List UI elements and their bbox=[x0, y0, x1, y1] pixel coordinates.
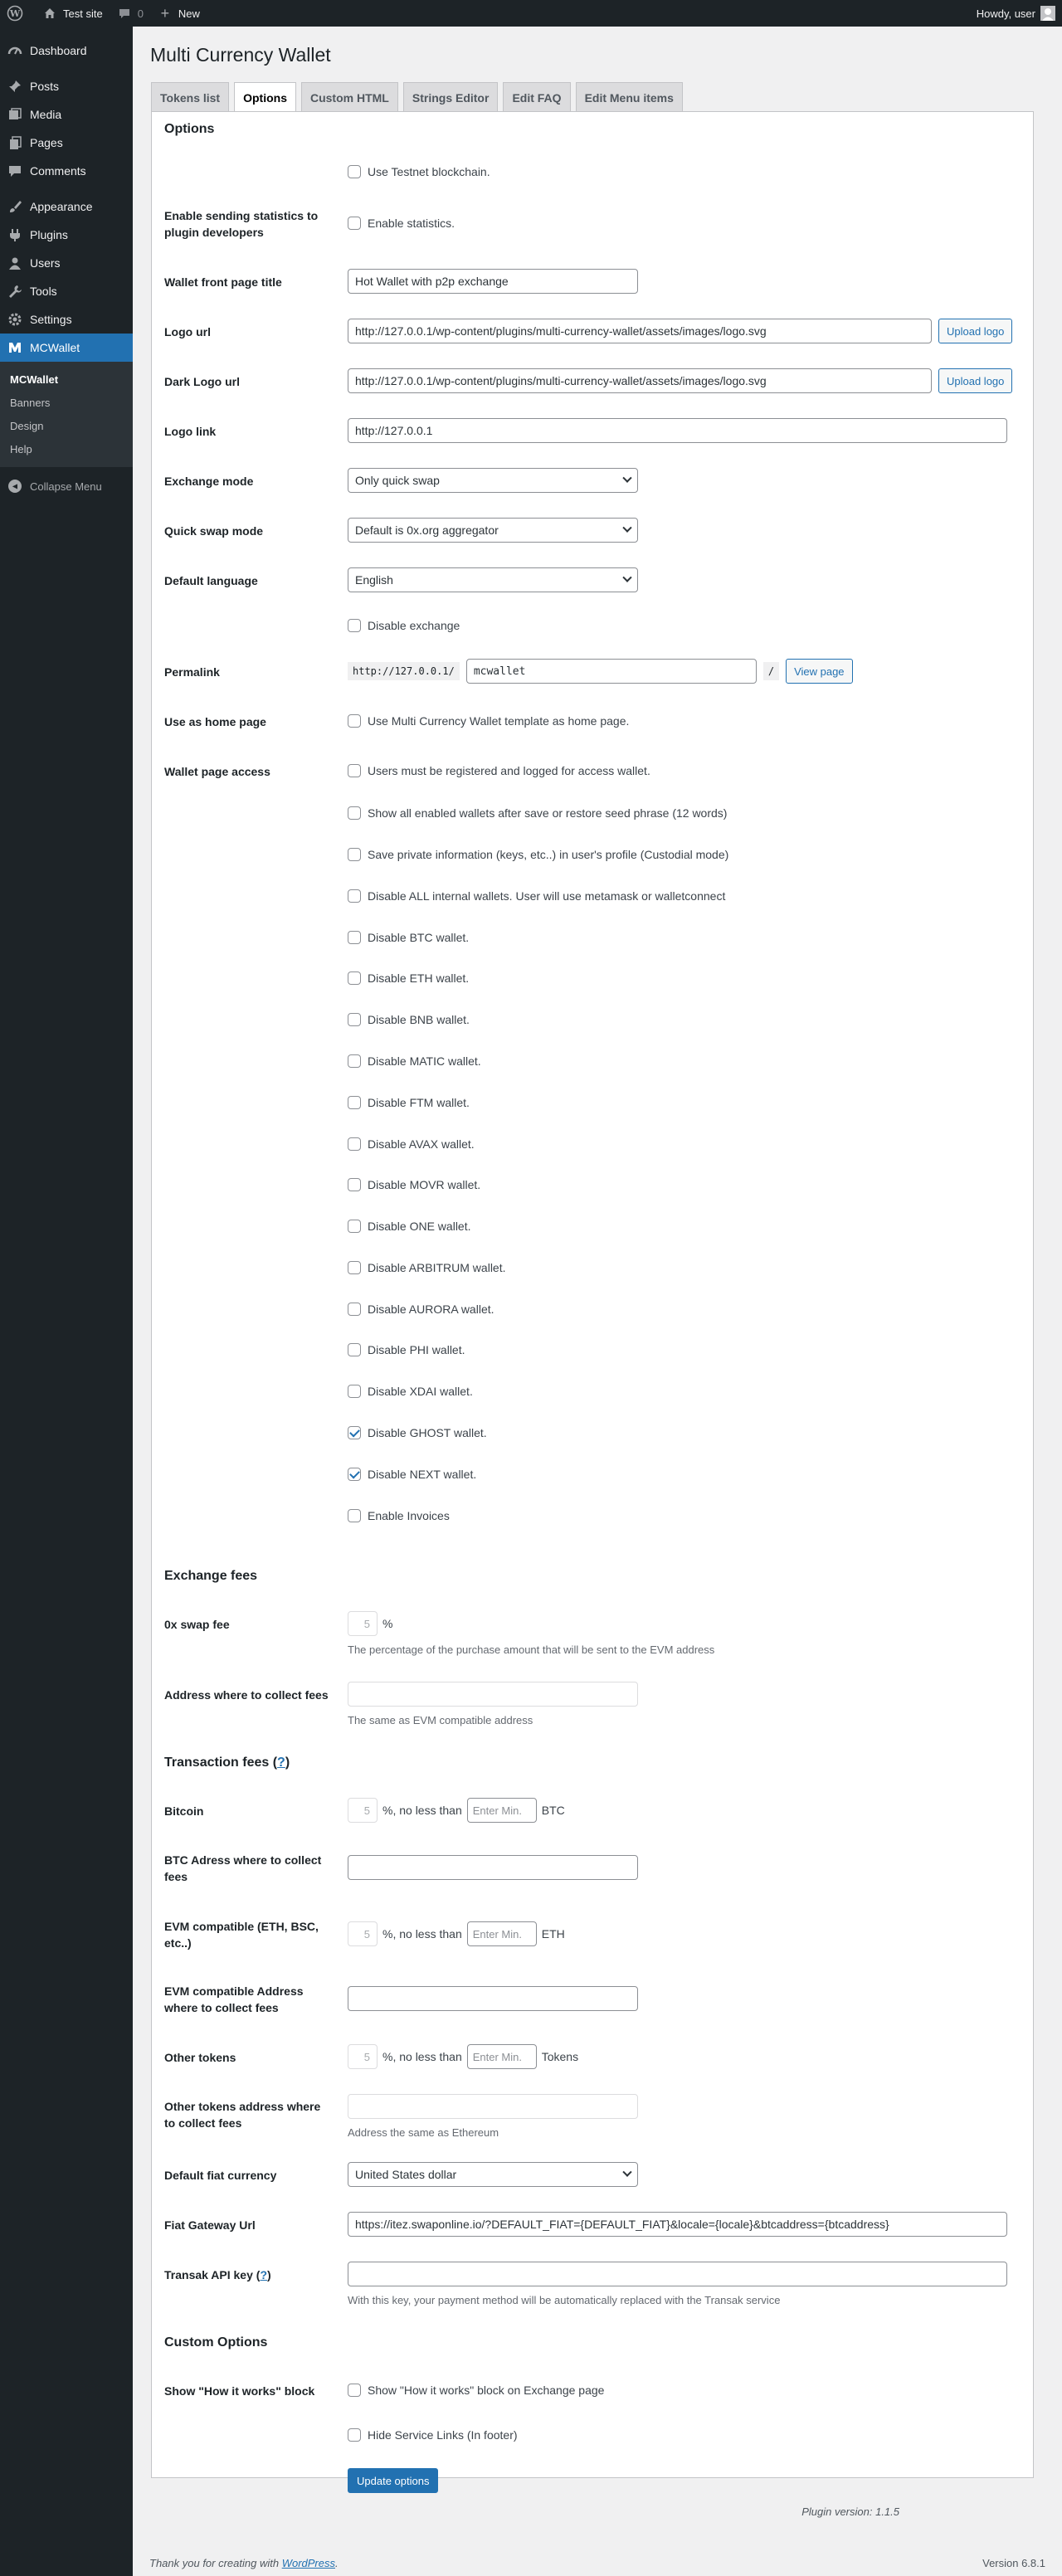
tab-edit-menu-items[interactable]: Edit Menu items bbox=[576, 82, 683, 112]
no-less-text: %, no less than bbox=[382, 1927, 462, 1941]
wallet-option-checkbox[interactable] bbox=[348, 971, 361, 985]
settings-icon bbox=[7, 311, 23, 328]
checkbox-label: Disable ONE wallet. bbox=[368, 1220, 471, 1233]
collapse-icon: ◀ bbox=[8, 480, 22, 493]
swap-fee-input[interactable]: 5 bbox=[348, 1611, 378, 1636]
wallet-option-row[interactable] bbox=[348, 1509, 450, 1522]
permalink-input[interactable]: mcwallet bbox=[466, 659, 757, 684]
site-name-link[interactable] bbox=[35, 0, 110, 27]
sidebar-item-label: Media bbox=[30, 108, 62, 121]
btc-fee-input[interactable]: 5 bbox=[348, 1798, 378, 1823]
sidebar-item-label: Comments bbox=[30, 164, 86, 178]
comments-count: 0 bbox=[137, 7, 144, 20]
wallet-option-row[interactable] bbox=[348, 848, 728, 861]
wallet-access-row-label: Wallet page access bbox=[164, 765, 270, 778]
checkbox-label: Enable Invoices bbox=[368, 1509, 450, 1522]
collapse-menu-button[interactable] bbox=[0, 472, 133, 500]
front-title-input[interactable]: Hot Wallet with p2p exchange bbox=[348, 269, 638, 294]
sidebar-item-posts[interactable] bbox=[0, 72, 133, 100]
transak-label-text: Transak API key ( bbox=[164, 2268, 261, 2281]
logo-link-input[interactable]: http://127.0.0.1 bbox=[348, 418, 1007, 443]
home-page-checkbox-row[interactable] bbox=[348, 714, 629, 728]
fiat-currency-select[interactable] bbox=[348, 2162, 638, 2187]
bitcoin-fee-row-label: Bitcoin bbox=[164, 1804, 204, 1818]
checkbox-label: Hide Service Links (In footer) bbox=[368, 2428, 518, 2442]
wallet-option-checkbox[interactable] bbox=[348, 764, 361, 777]
site-name: Test site bbox=[63, 7, 103, 20]
new-content-button[interactable] bbox=[150, 0, 207, 27]
evm-address-input[interactable] bbox=[348, 1986, 638, 2011]
fiat-currency-row-label: Default fiat currency bbox=[164, 2169, 277, 2182]
btc-address-input[interactable] bbox=[348, 1855, 638, 1880]
wallet-option-checkbox[interactable] bbox=[348, 1178, 361, 1191]
checkbox-label: Disable NEXT wallet. bbox=[368, 1468, 477, 1481]
chevron-down-icon bbox=[622, 523, 631, 533]
other-tokens-row-label: Other tokens bbox=[164, 2051, 236, 2064]
btc-unit: BTC bbox=[541, 1804, 565, 1817]
sidebar-item-media[interactable] bbox=[0, 100, 133, 129]
comments-link[interactable] bbox=[110, 0, 150, 27]
wallet-option-checkbox[interactable] bbox=[348, 1013, 361, 1026]
collapse-label: Collapse Menu bbox=[30, 480, 102, 493]
submenu-item-mcwallet[interactable]: MCWallet bbox=[10, 373, 59, 386]
wallet-option-row[interactable] bbox=[348, 1385, 473, 1398]
wallet-option-checkbox[interactable] bbox=[348, 848, 361, 861]
submenu-item-banners[interactable]: Banners bbox=[10, 396, 51, 409]
sidebar-item-label: Settings bbox=[30, 313, 72, 326]
home-icon bbox=[41, 5, 58, 22]
collect-fees-row-label: Address where to collect fees bbox=[164, 1688, 329, 1702]
wallet-option-row[interactable] bbox=[348, 1303, 494, 1316]
checkbox-label: Disable BTC wallet. bbox=[368, 931, 470, 944]
hide-service-links-checkbox[interactable] bbox=[348, 2428, 361, 2442]
testnet-checkbox-row[interactable] bbox=[348, 165, 490, 178]
checkbox-label: Show "How it works" block on Exchange page bbox=[368, 2384, 605, 2397]
footer-thanks-suffix: . bbox=[335, 2557, 339, 2569]
wordpress-link[interactable]: WordPress bbox=[281, 2557, 335, 2569]
how-it-works-checkbox[interactable] bbox=[348, 2384, 361, 2397]
checkbox-label: Use Multi Currency Wallet template as home page. bbox=[368, 714, 630, 728]
plugin-version: Plugin version: 1.1.5 bbox=[801, 2505, 899, 2518]
users-icon bbox=[7, 255, 23, 271]
other-tokens-fee-input[interactable]: 5 bbox=[348, 2044, 378, 2069]
wallet-option-row[interactable] bbox=[348, 1054, 481, 1068]
plus-icon: + bbox=[160, 4, 170, 22]
wallet-option-row[interactable] bbox=[348, 764, 650, 777]
wallet-option-checkbox[interactable] bbox=[348, 1468, 361, 1481]
collect-fees-address-input[interactable] bbox=[348, 1682, 638, 1707]
sidebar-item-tools[interactable] bbox=[0, 277, 133, 305]
wallet-option-row[interactable] bbox=[348, 1137, 475, 1151]
options-panel bbox=[151, 111, 1034, 2487]
sidebar-item-appearance[interactable] bbox=[0, 192, 133, 221]
wallet-option-row[interactable] bbox=[348, 931, 469, 944]
wallet-option-checkbox[interactable] bbox=[348, 1426, 361, 1439]
wallet-option-checkbox[interactable] bbox=[348, 1385, 361, 1398]
user-account-menu[interactable] bbox=[977, 6, 1062, 21]
chevron-down-icon bbox=[622, 573, 631, 582]
wallet-option-row[interactable] bbox=[348, 1261, 506, 1274]
submenu-item-design[interactable]: Design bbox=[10, 419, 44, 432]
wallet-option-checkbox[interactable] bbox=[348, 1096, 361, 1109]
wallet-option-checkbox[interactable] bbox=[348, 931, 361, 944]
testnet-checkbox[interactable] bbox=[348, 165, 361, 178]
select-value: Only quick swap bbox=[355, 474, 440, 487]
select-value: United States dollar bbox=[355, 2168, 457, 2181]
evm-min-input[interactable]: Enter Min. bbox=[467, 1921, 537, 1946]
pages-icon bbox=[7, 134, 23, 151]
permalink-row-label: Permalink bbox=[164, 665, 220, 679]
tab-custom-html[interactable]: Custom HTML bbox=[301, 82, 398, 112]
chevron-down-icon bbox=[622, 474, 631, 483]
other-tokens-address-description: Address the same as Ethereum bbox=[348, 2126, 499, 2139]
checkbox-label: Save private information (keys, etc..) in user's profile (Custodial mode) bbox=[368, 848, 729, 861]
wallet-option-checkbox[interactable] bbox=[348, 1261, 361, 1274]
transak-row-label bbox=[164, 2267, 330, 2283]
front-title-row-label: Wallet front page title bbox=[164, 275, 282, 289]
btc-min-input[interactable]: Enter Min. bbox=[467, 1798, 537, 1823]
upload-logo-button[interactable]: Upload logo bbox=[938, 319, 1012, 343]
transak-description: With this key, your payment method will be automatically replaced with the Transak service bbox=[348, 2294, 781, 2306]
logo-link-row-label: Logo link bbox=[164, 425, 217, 438]
checkbox-label: Use Testnet blockchain. bbox=[368, 165, 490, 178]
disable-exchange-row[interactable] bbox=[348, 619, 460, 632]
wallet-option-row[interactable] bbox=[348, 1013, 470, 1026]
other-tokens-min-input[interactable]: Enter Min. bbox=[467, 2044, 537, 2069]
avatar bbox=[1040, 6, 1055, 21]
sidebar-item-settings[interactable] bbox=[0, 305, 133, 334]
wallet-option-checkbox[interactable] bbox=[348, 1137, 361, 1151]
tab-options[interactable]: Options bbox=[234, 82, 296, 113]
how-it-works-row-label: Show "How it works" block bbox=[164, 2384, 315, 2398]
sidebar-item-comments[interactable] bbox=[0, 157, 133, 185]
plug-icon bbox=[7, 226, 23, 243]
wallet-option-row[interactable] bbox=[348, 1468, 476, 1481]
main-content bbox=[133, 27, 1062, 2576]
sidebar-item-dashboard[interactable] bbox=[0, 37, 133, 65]
transak-help-link[interactable]: ? bbox=[260, 2268, 267, 2281]
dark-logo-url-input[interactable]: http://127.0.0.1/wp-content/plugins/multi-currency-wallet/assets/images/logo.svg bbox=[348, 368, 932, 393]
sidebar-item-label: Tools bbox=[30, 285, 57, 298]
checkbox-label: Disable BNB wallet. bbox=[368, 1013, 470, 1026]
checkbox-label: Show all enabled wallets after save or restore seed phrase (12 words) bbox=[368, 806, 728, 820]
brush-icon bbox=[7, 198, 23, 215]
sidebar-item-label: Posts bbox=[30, 80, 60, 93]
stats-checkbox[interactable] bbox=[348, 217, 361, 230]
sidebar-item-label: MCWallet bbox=[30, 341, 80, 354]
sidebar-item-pages[interactable] bbox=[0, 129, 133, 157]
wrench-icon bbox=[7, 283, 23, 299]
transak-api-key-input[interactable] bbox=[348, 2262, 1007, 2286]
dark-logo-row-label: Dark Logo url bbox=[164, 375, 241, 388]
checkbox-label: Users must be registered and logged for access wallet. bbox=[368, 764, 650, 777]
page-title: Multi Currency Wallet bbox=[150, 44, 331, 66]
quick-swap-select[interactable] bbox=[348, 518, 638, 543]
wallet-option-row[interactable] bbox=[348, 1343, 465, 1356]
disable-exchange-checkbox[interactable] bbox=[348, 619, 361, 632]
stats-row-label: Enable sending statistics to plugin developers bbox=[164, 209, 319, 240]
default-language-row-label: Default language bbox=[164, 574, 258, 587]
tab-tokens-list[interactable]: Tokens list bbox=[151, 82, 229, 112]
update-options-button[interactable]: Update options bbox=[348, 2468, 438, 2493]
fiat-gateway-row-label: Fiat Gateway Url bbox=[164, 2218, 256, 2232]
other-tokens-unit: Tokens bbox=[541, 2050, 579, 2063]
sidebar-item-label: Appearance bbox=[30, 200, 93, 213]
submenu-item-help[interactable]: Help bbox=[10, 442, 32, 455]
checkbox-label: Disable XDAI wallet. bbox=[368, 1385, 473, 1398]
chevron-down-icon bbox=[622, 2168, 631, 2177]
wordpress-icon bbox=[7, 5, 23, 22]
section-title-text: Transaction fees ( bbox=[164, 1755, 278, 1770]
btc-address-row-label: BTC Adress where to collect fees bbox=[164, 1853, 322, 1884]
mcwallet-submenu bbox=[0, 362, 133, 467]
section-title-close: ) bbox=[285, 1755, 290, 1770]
evm-address-row-label: EVM compatible Address where to collect fees bbox=[164, 1984, 304, 2015]
wallet-option-checkbox[interactable] bbox=[348, 806, 361, 820]
wallet-option-row[interactable] bbox=[348, 971, 469, 985]
wallet-option-row[interactable] bbox=[348, 889, 725, 903]
permalink-base: http://127.0.0.1/ bbox=[348, 662, 460, 680]
section-title-transaction-fees bbox=[164, 1755, 290, 1770]
wallet-icon bbox=[7, 339, 23, 356]
wallet-option-row[interactable] bbox=[348, 1220, 471, 1233]
wordpress-version: Version 6.8.1 bbox=[982, 2557, 1045, 2569]
new-label: New bbox=[178, 7, 200, 20]
swap-fee-row-label: 0x swap fee bbox=[164, 1618, 230, 1631]
comment-icon bbox=[7, 163, 23, 179]
svg-text:W: W bbox=[9, 8, 21, 19]
checkbox-label: Disable exchange bbox=[368, 619, 460, 632]
wallet-option-checkbox[interactable] bbox=[348, 889, 361, 903]
footer-thanks bbox=[149, 2557, 339, 2569]
home-page-checkbox[interactable] bbox=[348, 714, 361, 728]
sidebar-item-mcwallet[interactable] bbox=[0, 334, 133, 362]
collect-fees-description: The same as EVM compatible address bbox=[348, 1714, 533, 1726]
checkbox-label: Disable AVAX wallet. bbox=[368, 1137, 475, 1151]
checkbox-label: Enable statistics. bbox=[368, 217, 455, 230]
other-tokens-address-row-label: Other tokens address where to collect fees bbox=[164, 2100, 321, 2130]
sidebar-item-label: Users bbox=[30, 256, 61, 270]
comment-icon bbox=[116, 5, 133, 22]
swap-fee-unit: % bbox=[382, 1617, 393, 1630]
view-page-button[interactable]: View page bbox=[786, 659, 852, 684]
media-icon bbox=[7, 106, 23, 123]
pin-icon bbox=[7, 78, 23, 95]
wallet-option-checkbox[interactable] bbox=[348, 1054, 361, 1068]
hide-service-links-row[interactable] bbox=[348, 2428, 518, 2442]
section-title-custom-options: Custom Options bbox=[164, 2335, 268, 2350]
sidebar-item-users[interactable] bbox=[0, 249, 133, 277]
tab-edit-faq[interactable]: Edit FAQ bbox=[503, 82, 570, 112]
wallet-option-row[interactable] bbox=[348, 1178, 480, 1191]
wallet-option-checkbox[interactable] bbox=[348, 1343, 361, 1356]
home-page-row-label: Use as home page bbox=[164, 715, 266, 728]
transak-label-close: ) bbox=[267, 2268, 271, 2281]
sidebar-item-label: Dashboard bbox=[30, 44, 87, 57]
checkbox-label: Disable PHI wallet. bbox=[368, 1343, 465, 1356]
exchange-mode-row-label: Exchange mode bbox=[164, 475, 254, 488]
footer-thanks-prefix: Thank you for creating with bbox=[149, 2557, 282, 2569]
no-less-text: %, no less than bbox=[382, 1804, 462, 1817]
select-value: Default is 0x.org aggregator bbox=[355, 523, 499, 537]
no-less-text: %, no less than bbox=[382, 2050, 462, 2063]
fiat-gateway-input[interactable]: https://itez.swaponline.io/?DEFAULT_FIAT={DEFAULT_FIAT}&locale={locale}&btcaddress={btcaddress} bbox=[348, 2212, 1007, 2237]
permalink-slash: / bbox=[763, 662, 779, 680]
transaction-fees-help-link[interactable]: ? bbox=[277, 1755, 285, 1770]
sidebar-item-label: Plugins bbox=[30, 228, 68, 241]
section-title-exchange-fees: Exchange fees bbox=[164, 1569, 258, 1583]
how-it-works-checkbox-row[interactable] bbox=[348, 2384, 604, 2397]
wallet-option-row[interactable] bbox=[348, 806, 727, 820]
checkbox-label: Disable FTM wallet. bbox=[368, 1096, 470, 1109]
swap-fee-description: The percentage of the purchase amount that will be sent to the EVM address bbox=[348, 1643, 715, 1656]
checkbox-label: Disable ETH wallet. bbox=[368, 971, 470, 985]
upload-dark-logo-button[interactable]: Upload logo bbox=[938, 368, 1012, 393]
evm-unit: ETH bbox=[541, 1927, 565, 1941]
checkbox-label: Disable MATIC wallet. bbox=[368, 1054, 481, 1068]
checkbox-label: Disable MOVR wallet. bbox=[368, 1178, 481, 1191]
wallet-option-checkbox[interactable] bbox=[348, 1509, 361, 1522]
section-title-options: Options bbox=[164, 122, 215, 136]
wordpress-logo-button[interactable] bbox=[0, 0, 35, 27]
howdy-text: Howdy, user bbox=[976, 7, 1035, 20]
stats-checkbox-row[interactable] bbox=[348, 217, 455, 230]
wallet-option-checkbox[interactable] bbox=[348, 1303, 361, 1316]
logo-row-label: Logo url bbox=[164, 325, 211, 338]
nav-tabs bbox=[151, 82, 688, 113]
wallet-option-checkbox[interactable] bbox=[348, 1220, 361, 1233]
admin-bar bbox=[0, 0, 1062, 27]
admin-sidebar bbox=[0, 27, 133, 2576]
wallet-option-row[interactable] bbox=[348, 1426, 487, 1439]
evm-fee-input[interactable]: 5 bbox=[348, 1921, 378, 1946]
logo-url-input[interactable]: http://127.0.0.1/wp-content/plugins/multi-currency-wallet/assets/images/logo.svg bbox=[348, 319, 932, 343]
sidebar-item-label: Pages bbox=[30, 136, 63, 149]
wallet-option-row[interactable] bbox=[348, 1096, 470, 1109]
checkbox-label: Disable AURORA wallet. bbox=[368, 1303, 494, 1316]
exchange-mode-select[interactable] bbox=[348, 468, 638, 493]
checkbox-label: Disable ARBITRUM wallet. bbox=[368, 1261, 506, 1274]
quick-swap-row-label: Quick swap mode bbox=[164, 524, 264, 538]
default-language-select[interactable] bbox=[348, 567, 638, 592]
select-value: English bbox=[355, 573, 393, 587]
tab-strings-editor[interactable]: Strings Editor bbox=[403, 82, 499, 112]
checkbox-label: Disable GHOST wallet. bbox=[368, 1426, 487, 1439]
evm-fee-row-label: EVM compatible (ETH, BSC, etc..) bbox=[164, 1920, 319, 1950]
checkbox-label: Disable ALL internal wallets. User will use metamask or walletconnect bbox=[368, 889, 726, 903]
dashboard-icon bbox=[7, 42, 23, 59]
sidebar-item-plugins[interactable] bbox=[0, 221, 133, 249]
other-tokens-address-input[interactable] bbox=[348, 2094, 638, 2119]
